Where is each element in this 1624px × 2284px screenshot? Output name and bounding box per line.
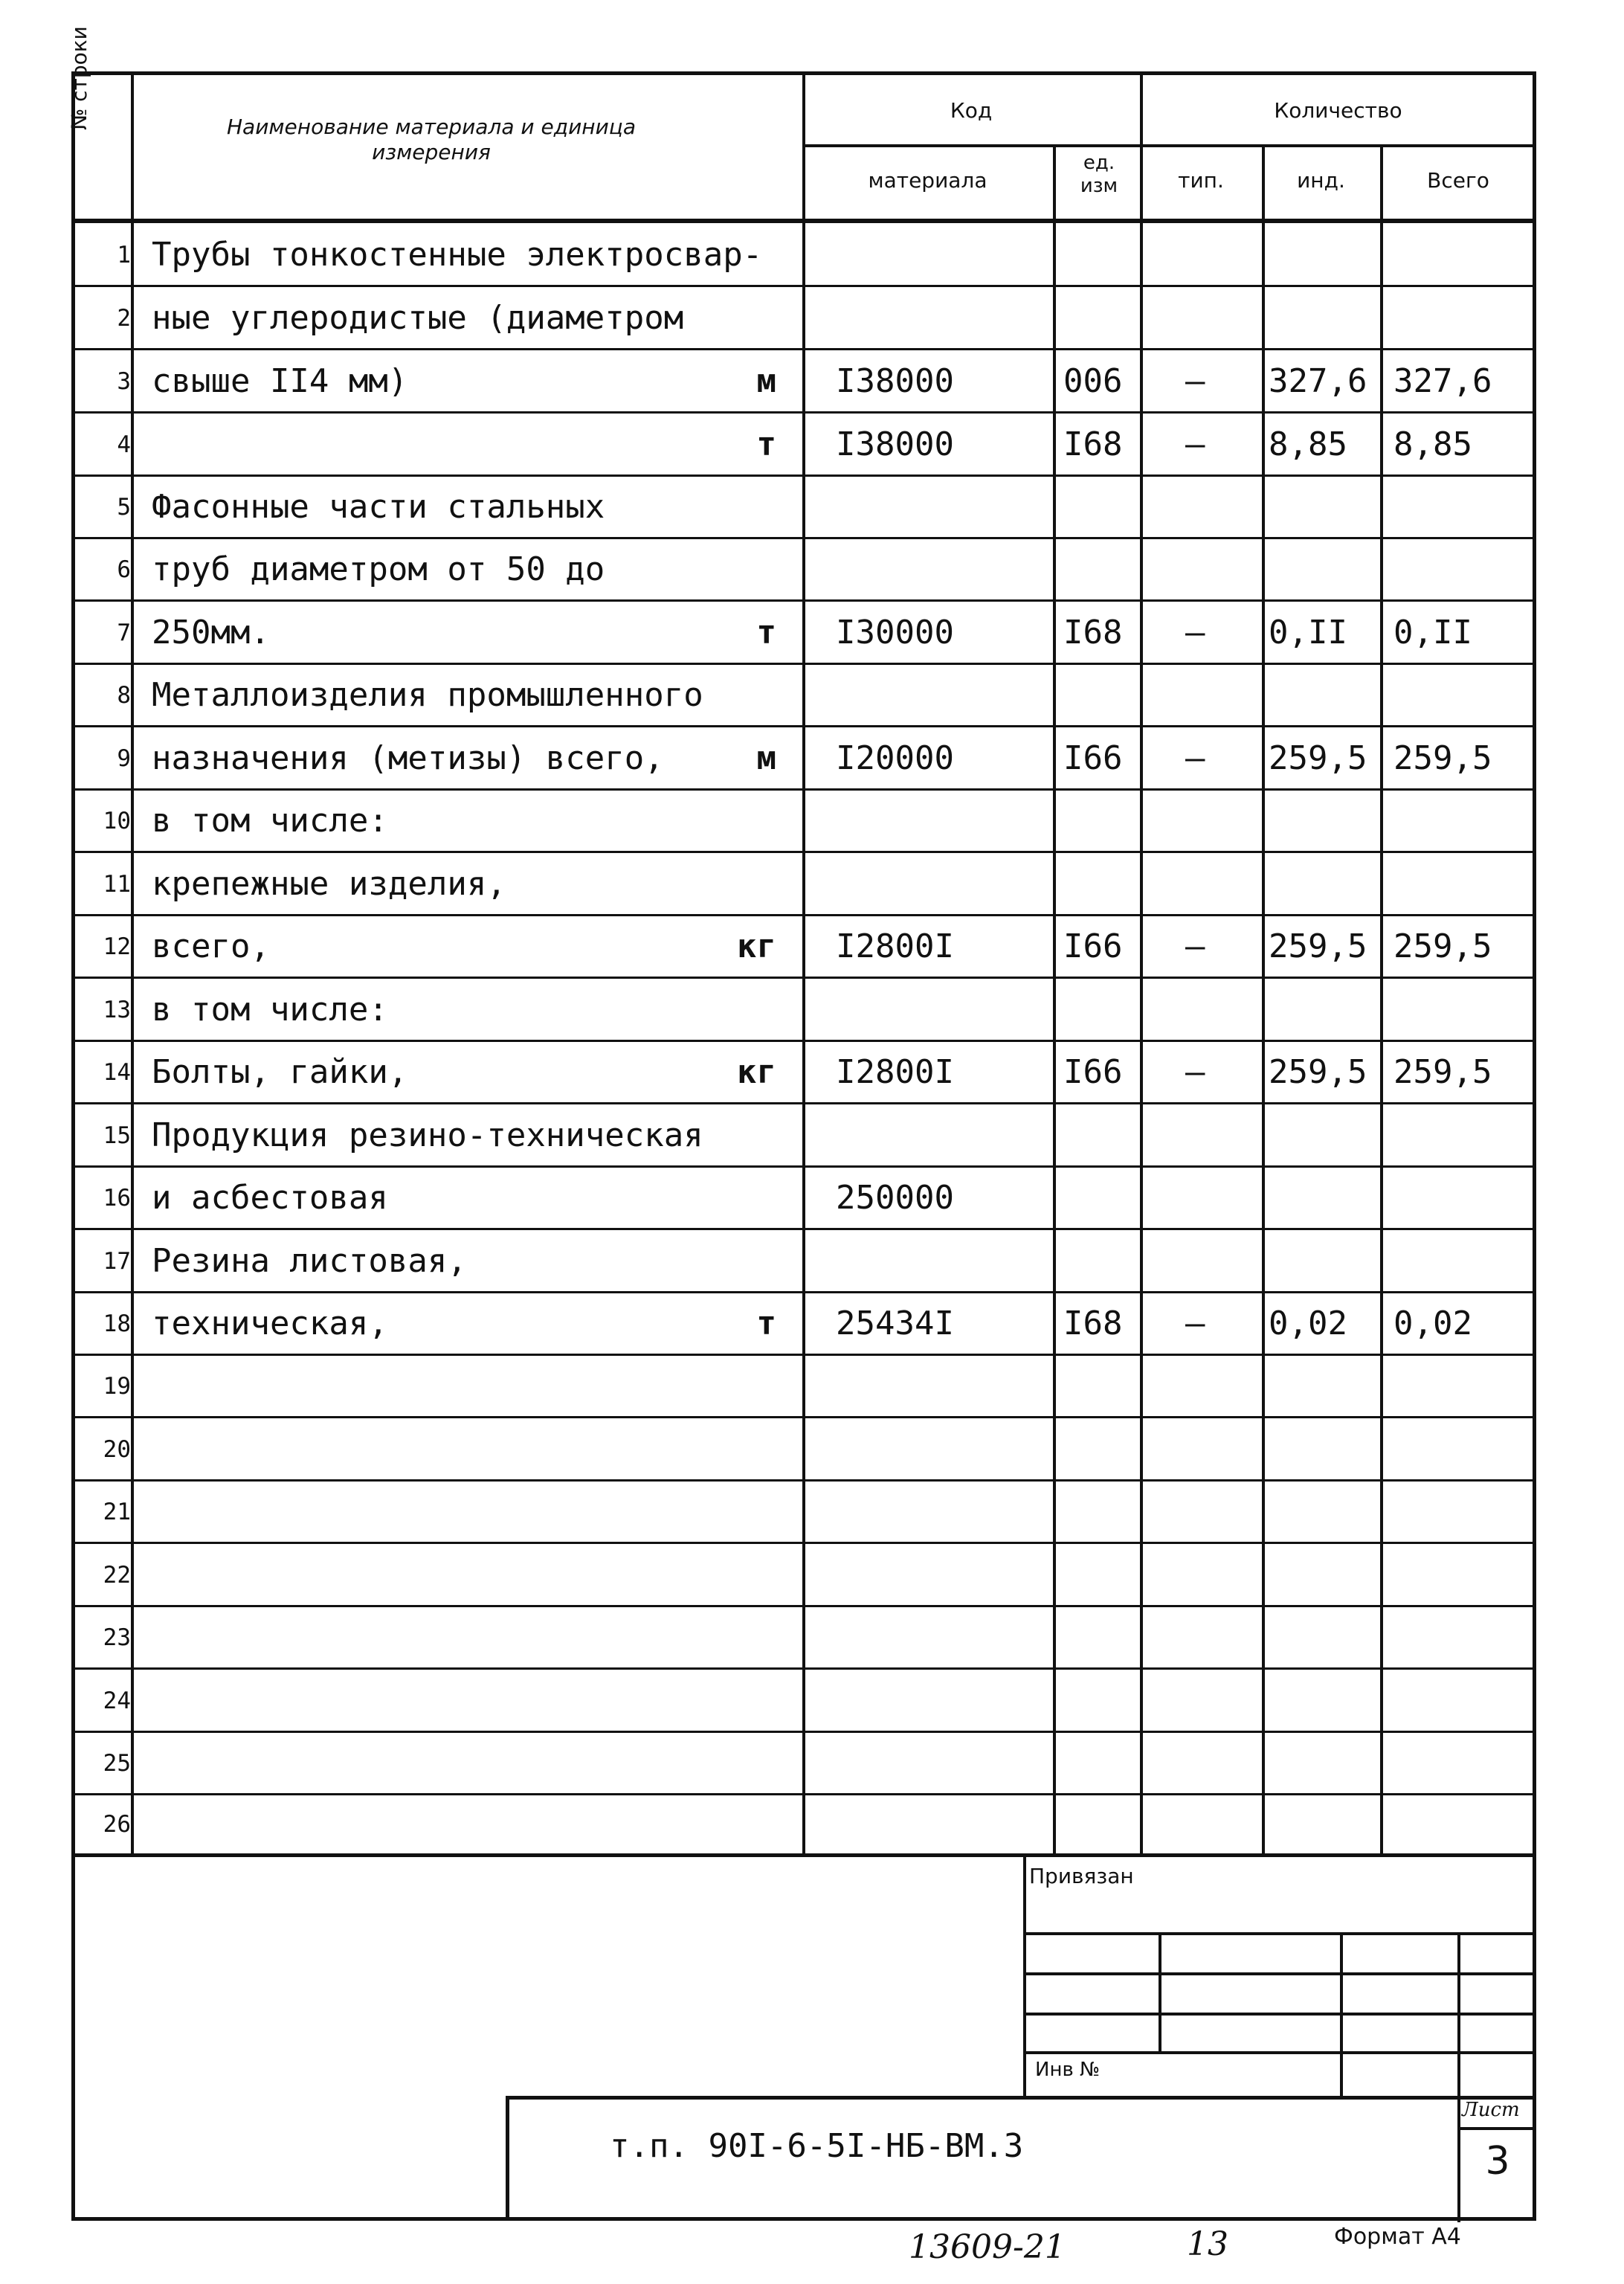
- ind-value: 259,5: [1269, 739, 1367, 777]
- row-divider: [71, 1228, 1536, 1230]
- sheet-label: Лист: [1462, 2099, 1520, 2121]
- typ-header: тип.: [1178, 168, 1224, 193]
- row-number: 6: [117, 556, 131, 583]
- row-divider: [71, 1102, 1536, 1104]
- row-divider: [71, 1667, 1536, 1670]
- row-number: 14: [103, 1059, 131, 1086]
- measure-unit: т: [756, 425, 776, 463]
- col-name-divider: [802, 71, 805, 1856]
- row-divider: [71, 725, 1536, 727]
- material-code: I2800I: [836, 927, 954, 965]
- total-value: 259,5: [1393, 1053, 1492, 1091]
- name-header: Наименование материала и единица измерения: [227, 115, 636, 164]
- quantity-header: Количество: [1274, 98, 1402, 123]
- material-name: Болты, гайки,: [152, 1053, 408, 1091]
- row-divider: [71, 1731, 1536, 1733]
- row-number: 22: [103, 1561, 131, 1589]
- sheet-number: 3: [1485, 2139, 1510, 2184]
- row-number: 5: [117, 494, 131, 521]
- row-number: 8: [117, 682, 131, 709]
- row-number: 4: [117, 431, 131, 458]
- typ-value: –: [1185, 1053, 1205, 1091]
- unit-code: I66: [1063, 739, 1123, 777]
- typ-value: –: [1185, 361, 1205, 400]
- row-divider: [71, 914, 1536, 916]
- row-number: 18: [103, 1310, 131, 1337]
- col-typ-divider: [1262, 146, 1265, 1856]
- row-number: 1: [117, 241, 131, 268]
- row-divider: [71, 1479, 1536, 1482]
- row-divider: [71, 1040, 1536, 1042]
- unit-code: I68: [1063, 1305, 1123, 1342]
- col-material-divider: [1053, 146, 1056, 1856]
- measure-unit: м: [756, 361, 776, 400]
- row-number: 9: [117, 744, 131, 772]
- typ-value: –: [1185, 927, 1205, 965]
- total-value: 259,5: [1393, 739, 1492, 777]
- material-code: I30000: [836, 613, 954, 652]
- unit-code: I66: [1063, 1053, 1123, 1091]
- unit-code: I68: [1063, 425, 1123, 463]
- ind-value: 259,5: [1269, 1053, 1367, 1091]
- row-divider: [71, 1291, 1536, 1293]
- stamp-col-2: [1340, 1932, 1343, 2096]
- measure-unit: кг: [737, 927, 776, 965]
- ind-value: 327,6: [1269, 361, 1367, 400]
- sheet-label-line: [1457, 2127, 1536, 2130]
- format-label: Формат А4: [1334, 2224, 1461, 2250]
- row-divider: [71, 1354, 1536, 1356]
- document-designation: т.п. 90I-6-5I-НБ-ВМ.3: [610, 2127, 1024, 2165]
- row-divider: [71, 599, 1536, 602]
- row-number: 24: [103, 1687, 131, 1714]
- header-mid-line: [802, 144, 1536, 147]
- row-divider: [71, 1416, 1536, 1418]
- row-number: 20: [103, 1435, 131, 1463]
- material-name: ные углеродистые (диаметром: [152, 298, 684, 337]
- measure-unit: т: [756, 1305, 776, 1342]
- row-number: 10: [103, 808, 131, 834]
- material-code: 250000: [836, 1179, 954, 1217]
- row-divider: [71, 1605, 1536, 1607]
- unit-code: I66: [1063, 927, 1123, 965]
- total-value: 8,85: [1393, 425, 1472, 463]
- row-divider: [71, 663, 1536, 665]
- code-header: Код: [950, 98, 993, 123]
- material-code: 25434I: [836, 1305, 954, 1342]
- measure-unit: кг: [737, 1053, 776, 1091]
- row-divider: [71, 285, 1536, 287]
- row-divider: [71, 537, 1536, 539]
- row-number: 17: [103, 1247, 131, 1275]
- material-name: техническая,: [152, 1305, 388, 1342]
- material-code: I38000: [836, 425, 954, 463]
- title-left-line: [506, 2096, 509, 2221]
- material-code: I2800I: [836, 1053, 954, 1091]
- row-divider: [71, 1542, 1536, 1544]
- typ-value: –: [1185, 613, 1205, 652]
- measure-unit: м: [756, 739, 776, 777]
- col-rowno-divider: [131, 71, 134, 1856]
- typ-value: –: [1185, 739, 1205, 777]
- material-name: Резина листовая,: [152, 1241, 467, 1280]
- material-name: крепежные изделия,: [152, 864, 506, 903]
- unit-header: ед. изм: [1080, 152, 1118, 198]
- bound-label: Привязан: [1029, 1864, 1134, 1888]
- row-number: 19: [103, 1373, 131, 1400]
- row-number: 12: [103, 933, 131, 960]
- material-header: материала: [868, 168, 987, 193]
- row-divider: [71, 475, 1536, 477]
- material-name: и асбестовая: [152, 1179, 388, 1217]
- row-number: 25: [103, 1750, 131, 1777]
- col-ind-divider: [1380, 146, 1383, 1856]
- total-value: 327,6: [1393, 361, 1492, 400]
- measure-unit: т: [756, 613, 776, 652]
- row-divider: [71, 788, 1536, 791]
- total-value: 0,02: [1393, 1305, 1472, 1342]
- material-name: труб диаметром от 50 до: [152, 550, 605, 588]
- row-divider: [71, 1793, 1536, 1795]
- row-number: 23: [103, 1624, 131, 1651]
- row-divider: [71, 851, 1536, 853]
- row-number-header: № строки: [67, 26, 91, 130]
- ind-value: 0,02: [1269, 1305, 1347, 1342]
- typ-value: –: [1185, 1305, 1205, 1342]
- ind-value: 0,II: [1269, 613, 1347, 652]
- col-unit-divider: [1140, 71, 1143, 1856]
- unit-code: 006: [1063, 361, 1123, 400]
- material-name: назначения (метизы) всего,: [152, 739, 664, 777]
- row-divider: [71, 1165, 1536, 1168]
- stamp-col-3: [1457, 1932, 1460, 2222]
- material-name: Трубы тонкостенные электросвар-: [152, 235, 763, 274]
- row-number: 2: [117, 304, 131, 332]
- title-top-line: [506, 2096, 1536, 2100]
- row-divider: [71, 977, 1536, 979]
- row-number: 7: [117, 619, 131, 646]
- row-number: 16: [103, 1185, 131, 1212]
- header-bottom-line: [71, 219, 1536, 223]
- inv-label: Инв №: [1035, 2059, 1101, 2081]
- total-value: 259,5: [1393, 927, 1492, 965]
- material-name: Фасонные части стальных: [152, 488, 605, 526]
- handwritten-page: 13: [1187, 2225, 1228, 2263]
- stamp-left-line: [1023, 1853, 1026, 2099]
- typ-value: –: [1185, 425, 1205, 463]
- ind-value: 259,5: [1269, 927, 1367, 965]
- total-value: 0,II: [1393, 613, 1472, 652]
- material-name: в том числе:: [152, 802, 388, 840]
- row-divider: [71, 348, 1536, 350]
- unit-code: I68: [1063, 613, 1123, 652]
- table-bottom-line: [71, 1853, 1536, 1857]
- material-name: Продукция резино-техническая: [152, 1116, 703, 1154]
- material-code: I38000: [836, 361, 954, 400]
- row-number: 3: [117, 367, 131, 395]
- row-divider: [71, 411, 1536, 414]
- material-name: 250мм.: [152, 613, 270, 652]
- material-name: в том числе:: [152, 990, 388, 1029]
- ind-header: инд.: [1297, 168, 1345, 193]
- ind-value: 8,85: [1269, 425, 1347, 463]
- stamp-col-1: [1159, 1932, 1161, 2051]
- row-number: 11: [103, 870, 131, 898]
- material-code: I20000: [836, 739, 954, 777]
- row-number: 15: [103, 1122, 131, 1149]
- row-number: 21: [103, 1499, 131, 1525]
- row-number: 26: [103, 1810, 131, 1838]
- total-header: Всего: [1427, 168, 1489, 193]
- material-name: всего,: [152, 927, 270, 965]
- row-number: 13: [103, 996, 131, 1023]
- material-name: свыше II4 мм): [152, 361, 408, 400]
- handwritten-number: 13609-21: [909, 2228, 1066, 2266]
- material-name: Металлоизделия промышленного: [152, 676, 703, 714]
